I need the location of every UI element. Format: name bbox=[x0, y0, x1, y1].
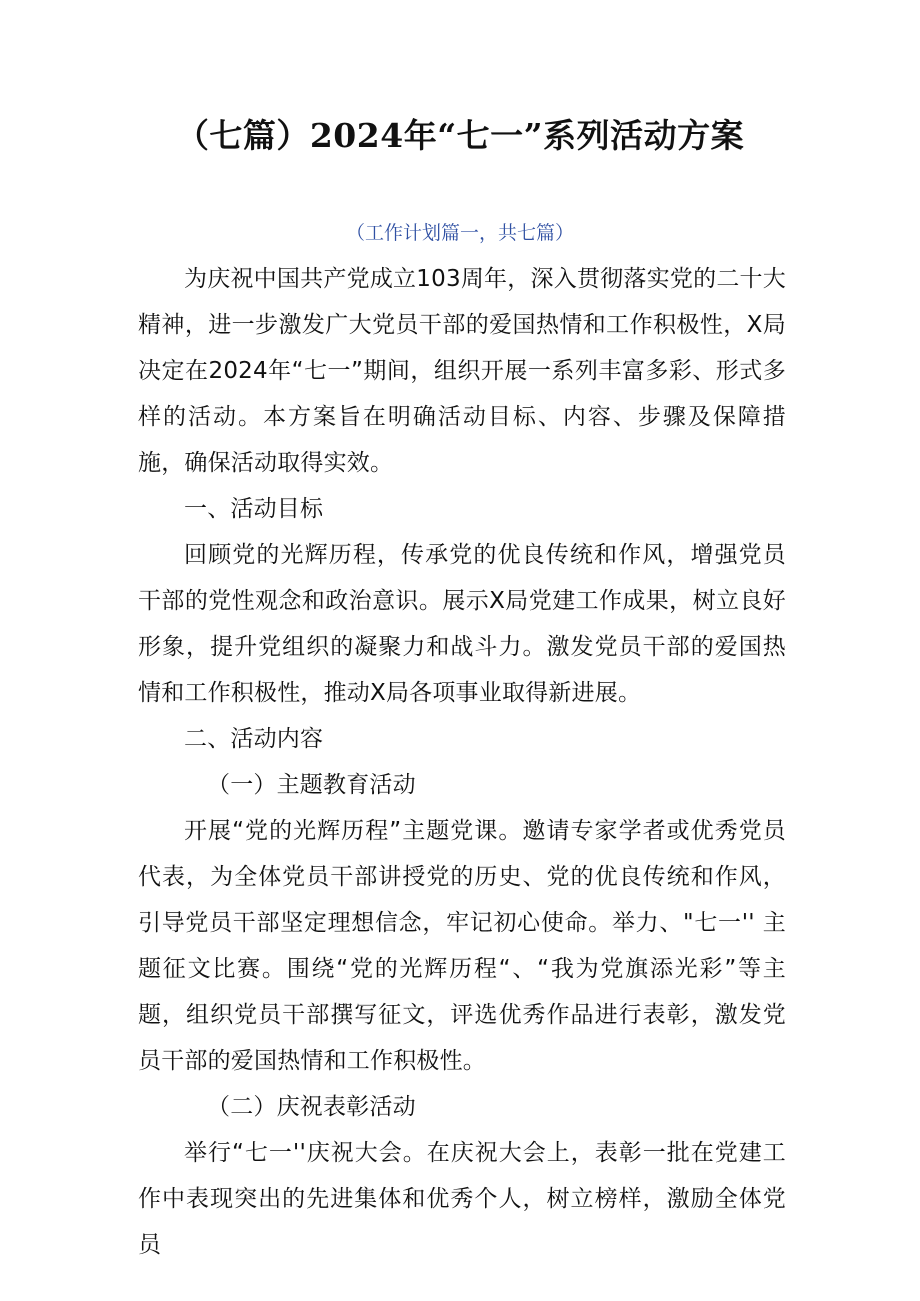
celebration-paragraph: 举行“七一''庆祝大会。在庆祝大会上，表彰一批在党建工作中表现突出的先进集体和优秀个人，树立榜样，激励全体党员 bbox=[138, 1140, 786, 1258]
document-title: （七篇）2024年“七一”系列活动方案 bbox=[175, 116, 745, 155]
education-paragraph: 开展“党的光辉历程”主题党课。邀请专家学者或优秀党员代表，为全体党员干部讲授党的历史、党的优良传统和作风，引导党员干部坚定理想信念，牢记初心使命。举力、"七一'' 主题征文比赛。围绕“党的光辉历程“、“我为党旗添光彩”等主题，组织党员干部撰写征文，评选优秀作品进行表彰，激发党员干部的爱国热情和工作积极性。 bbox=[138, 818, 786, 1074]
subsection-heading-celebration: （二）庆祝表彰活动 bbox=[207, 1094, 416, 1120]
section-heading-content: 二、活动内容 bbox=[184, 726, 324, 752]
document-body bbox=[138, 256, 786, 1268]
document-subtitle: （工作计划篇一，共七篇） bbox=[345, 222, 574, 244]
subsection-heading-education: （一）主题教育活动 bbox=[207, 772, 416, 798]
section-heading-goals: 一、活动目标 bbox=[184, 496, 324, 522]
intro-paragraph: 为庆祝中国共产党成立103周年，深入贯彻落实党的二十大精神，进一步激发广大党员干部的爱国热情和工作积极性，X局决定在2024年“七一”期间，组织开展一系列丰富多彩、形式多样的活动。本方案旨在明确活动目标、内容、步骤及保障措施，确保活动取得实效。 bbox=[138, 266, 786, 476]
goals-paragraph: 回顾党的光辉历程，传承党的优良传统和作风，增强党员干部的党性观念和政治意识。展示X局党建工作成果，树立良好形象，提升党组织的凝聚力和战斗力。激发党员干部的爱国热情和工作积极性，推动X局各项事业取得新进展。 bbox=[138, 542, 786, 706]
